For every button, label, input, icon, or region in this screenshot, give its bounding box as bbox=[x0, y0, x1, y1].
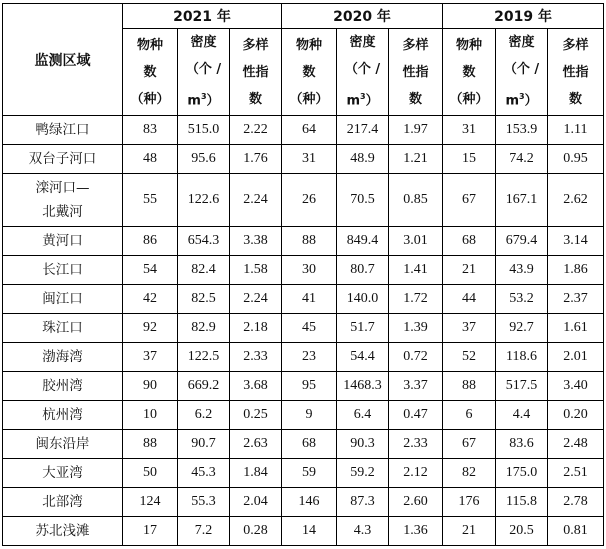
value-cell: 88 bbox=[123, 430, 178, 459]
value-cell: 2.60 bbox=[389, 488, 443, 517]
value-cell: 2.24 bbox=[230, 174, 282, 227]
value-cell: 1.76 bbox=[230, 145, 282, 174]
region-cell: 渤海湾 bbox=[3, 343, 123, 372]
value-cell: 55 bbox=[123, 174, 178, 227]
value-cell: 6.2 bbox=[178, 401, 230, 430]
value-cell: 44 bbox=[443, 285, 496, 314]
table-row bbox=[3, 343, 604, 372]
value-cell: 3.01 bbox=[389, 227, 443, 256]
value-cell: 83.6 bbox=[496, 430, 548, 459]
region-cell: 鸭绿江口 bbox=[3, 116, 123, 145]
value-cell: 3.14 bbox=[548, 227, 604, 256]
value-cell: 17 bbox=[123, 517, 178, 546]
value-cell: 26 bbox=[282, 174, 337, 227]
region-cell: 滦河口— 北戴河 bbox=[3, 174, 123, 227]
value-cell: 45.3 bbox=[178, 459, 230, 488]
density-header: 密度 （个 / $m^3$） bbox=[496, 29, 548, 116]
value-cell: 517.5 bbox=[496, 372, 548, 401]
year-header-row bbox=[3, 4, 604, 29]
value-cell: 1468.3 bbox=[337, 372, 389, 401]
value-cell: 82.5 bbox=[178, 285, 230, 314]
value-cell: 10 bbox=[123, 401, 178, 430]
value-cell: 95 bbox=[282, 372, 337, 401]
value-cell: 37 bbox=[123, 343, 178, 372]
value-cell: 80.7 bbox=[337, 256, 389, 285]
region-cell: 黄河口 bbox=[3, 227, 123, 256]
value-cell: 48 bbox=[123, 145, 178, 174]
table-row bbox=[3, 227, 604, 256]
value-cell: 59.2 bbox=[337, 459, 389, 488]
value-cell: 669.2 bbox=[178, 372, 230, 401]
value-cell: 50 bbox=[123, 459, 178, 488]
value-cell: 146 bbox=[282, 488, 337, 517]
value-cell: 217.4 bbox=[337, 116, 389, 145]
value-cell: 1.41 bbox=[389, 256, 443, 285]
value-cell: 67 bbox=[443, 174, 496, 227]
value-cell: 4.3 bbox=[337, 517, 389, 546]
region-cell: 闽江口 bbox=[3, 285, 123, 314]
value-cell: 0.25 bbox=[230, 401, 282, 430]
region-column-header: 监测区域 bbox=[3, 4, 123, 116]
value-cell: 90 bbox=[123, 372, 178, 401]
value-cell: 21 bbox=[443, 517, 496, 546]
table-row bbox=[3, 372, 604, 401]
year-header-2019: 2019 年 bbox=[443, 4, 604, 29]
value-cell: 1.84 bbox=[230, 459, 282, 488]
value-cell: 70.5 bbox=[337, 174, 389, 227]
table-row bbox=[3, 517, 604, 546]
value-cell: 2.22 bbox=[230, 116, 282, 145]
species-header: 物种 数 （种） bbox=[123, 29, 178, 116]
value-cell: 55.3 bbox=[178, 488, 230, 517]
value-cell: 1.11 bbox=[548, 116, 604, 145]
value-cell: 59 bbox=[282, 459, 337, 488]
value-cell: 3.40 bbox=[548, 372, 604, 401]
value-cell: 2.04 bbox=[230, 488, 282, 517]
table-row bbox=[3, 174, 604, 227]
value-cell: 54 bbox=[123, 256, 178, 285]
value-cell: 88 bbox=[443, 372, 496, 401]
value-cell: 48.9 bbox=[337, 145, 389, 174]
value-cell: 82 bbox=[443, 459, 496, 488]
value-cell: 0.81 bbox=[548, 517, 604, 546]
table-body bbox=[3, 116, 604, 546]
table-row bbox=[3, 256, 604, 285]
value-cell: 2.12 bbox=[389, 459, 443, 488]
value-cell: 6 bbox=[443, 401, 496, 430]
value-cell: 45 bbox=[282, 314, 337, 343]
table-row bbox=[3, 488, 604, 517]
value-cell: 515.0 bbox=[178, 116, 230, 145]
value-cell: 82.4 bbox=[178, 256, 230, 285]
value-cell: 3.37 bbox=[389, 372, 443, 401]
table-row bbox=[3, 401, 604, 430]
value-cell: 2.62 bbox=[548, 174, 604, 227]
value-cell: 31 bbox=[443, 116, 496, 145]
monitoring-table bbox=[2, 3, 604, 546]
value-cell: 82.9 bbox=[178, 314, 230, 343]
value-cell: 4.4 bbox=[496, 401, 548, 430]
table-row bbox=[3, 314, 604, 343]
value-cell: 122.5 bbox=[178, 343, 230, 372]
table-row bbox=[3, 430, 604, 459]
value-cell: 2.33 bbox=[230, 343, 282, 372]
value-cell: 0.28 bbox=[230, 517, 282, 546]
region-cell: 珠江口 bbox=[3, 314, 123, 343]
value-cell: 176 bbox=[443, 488, 496, 517]
table-row bbox=[3, 459, 604, 488]
year-header-2021: 2021 年 bbox=[123, 4, 282, 29]
value-cell: 90.7 bbox=[178, 430, 230, 459]
value-cell: 1.36 bbox=[389, 517, 443, 546]
value-cell: 0.95 bbox=[548, 145, 604, 174]
region-cell: 胶州湾 bbox=[3, 372, 123, 401]
value-cell: 1.21 bbox=[389, 145, 443, 174]
value-cell: 64 bbox=[282, 116, 337, 145]
value-cell: 0.20 bbox=[548, 401, 604, 430]
table-row bbox=[3, 116, 604, 145]
value-cell: 43.9 bbox=[496, 256, 548, 285]
value-cell: 140.0 bbox=[337, 285, 389, 314]
value-cell: 88 bbox=[282, 227, 337, 256]
value-cell: 2.63 bbox=[230, 430, 282, 459]
value-cell: 1.97 bbox=[389, 116, 443, 145]
region-cell: 长江口 bbox=[3, 256, 123, 285]
value-cell: 67 bbox=[443, 430, 496, 459]
value-cell: 124 bbox=[123, 488, 178, 517]
value-cell: 20.5 bbox=[496, 517, 548, 546]
region-cell: 闽东沿岸 bbox=[3, 430, 123, 459]
table-row bbox=[3, 145, 604, 174]
value-cell: 3.68 bbox=[230, 372, 282, 401]
diversity-header: 多样 性指 数 bbox=[230, 29, 282, 116]
value-cell: 54.4 bbox=[337, 343, 389, 372]
value-cell: 2.18 bbox=[230, 314, 282, 343]
value-cell: 31 bbox=[282, 145, 337, 174]
value-cell: 0.47 bbox=[389, 401, 443, 430]
value-cell: 2.48 bbox=[548, 430, 604, 459]
value-cell: 0.72 bbox=[389, 343, 443, 372]
value-cell: 6.4 bbox=[337, 401, 389, 430]
value-cell: 2.51 bbox=[548, 459, 604, 488]
value-cell: 1.72 bbox=[389, 285, 443, 314]
value-cell: 118.6 bbox=[496, 343, 548, 372]
region-cell: 大亚湾 bbox=[3, 459, 123, 488]
value-cell: 90.3 bbox=[337, 430, 389, 459]
value-cell: 68 bbox=[282, 430, 337, 459]
value-cell: 654.3 bbox=[178, 227, 230, 256]
species-header: 物种 数 （种） bbox=[443, 29, 496, 116]
value-cell: 95.6 bbox=[178, 145, 230, 174]
value-cell: 14 bbox=[282, 517, 337, 546]
value-cell: 2.24 bbox=[230, 285, 282, 314]
value-cell: 52 bbox=[443, 343, 496, 372]
value-cell: 1.86 bbox=[548, 256, 604, 285]
value-cell: 849.4 bbox=[337, 227, 389, 256]
density-header: 密度 （个 / $m^3$） bbox=[337, 29, 389, 116]
value-cell: 23 bbox=[282, 343, 337, 372]
value-cell: 53.2 bbox=[496, 285, 548, 314]
value-cell: 68 bbox=[443, 227, 496, 256]
year-header-2020: 2020 年 bbox=[282, 4, 443, 29]
region-cell: 双台子河口 bbox=[3, 145, 123, 174]
table-row bbox=[3, 285, 604, 314]
value-cell: 0.85 bbox=[389, 174, 443, 227]
value-cell: 42 bbox=[123, 285, 178, 314]
diversity-header: 多样 性指 数 bbox=[389, 29, 443, 116]
value-cell: 30 bbox=[282, 256, 337, 285]
value-cell: 2.33 bbox=[389, 430, 443, 459]
region-cell: 苏北浅滩 bbox=[3, 517, 123, 546]
value-cell: 21 bbox=[443, 256, 496, 285]
value-cell: 1.61 bbox=[548, 314, 604, 343]
value-cell: 92.7 bbox=[496, 314, 548, 343]
value-cell: 51.7 bbox=[337, 314, 389, 343]
value-cell: 1.39 bbox=[389, 314, 443, 343]
region-cell: 北部湾 bbox=[3, 488, 123, 517]
value-cell: 175.0 bbox=[496, 459, 548, 488]
species-header: 物种 数 （种） bbox=[282, 29, 337, 116]
value-cell: 115.8 bbox=[496, 488, 548, 517]
value-cell: 15 bbox=[443, 145, 496, 174]
value-cell: 679.4 bbox=[496, 227, 548, 256]
value-cell: 37 bbox=[443, 314, 496, 343]
value-cell: 9 bbox=[282, 401, 337, 430]
value-cell: 74.2 bbox=[496, 145, 548, 174]
value-cell: 167.1 bbox=[496, 174, 548, 227]
value-cell: 2.01 bbox=[548, 343, 604, 372]
density-header: 密度 （个 / $m^3$） bbox=[178, 29, 230, 116]
diversity-header: 多样 性指 数 bbox=[548, 29, 604, 116]
value-cell: 2.37 bbox=[548, 285, 604, 314]
value-cell: 87.3 bbox=[337, 488, 389, 517]
value-cell: 153.9 bbox=[496, 116, 548, 145]
value-cell: 1.58 bbox=[230, 256, 282, 285]
value-cell: 3.38 bbox=[230, 227, 282, 256]
value-cell: 92 bbox=[123, 314, 178, 343]
value-cell: 7.2 bbox=[178, 517, 230, 546]
value-cell: 122.6 bbox=[178, 174, 230, 227]
value-cell: 41 bbox=[282, 285, 337, 314]
value-cell: 86 bbox=[123, 227, 178, 256]
region-cell: 杭州湾 bbox=[3, 401, 123, 430]
value-cell: 2.78 bbox=[548, 488, 604, 517]
value-cell: 83 bbox=[123, 116, 178, 145]
